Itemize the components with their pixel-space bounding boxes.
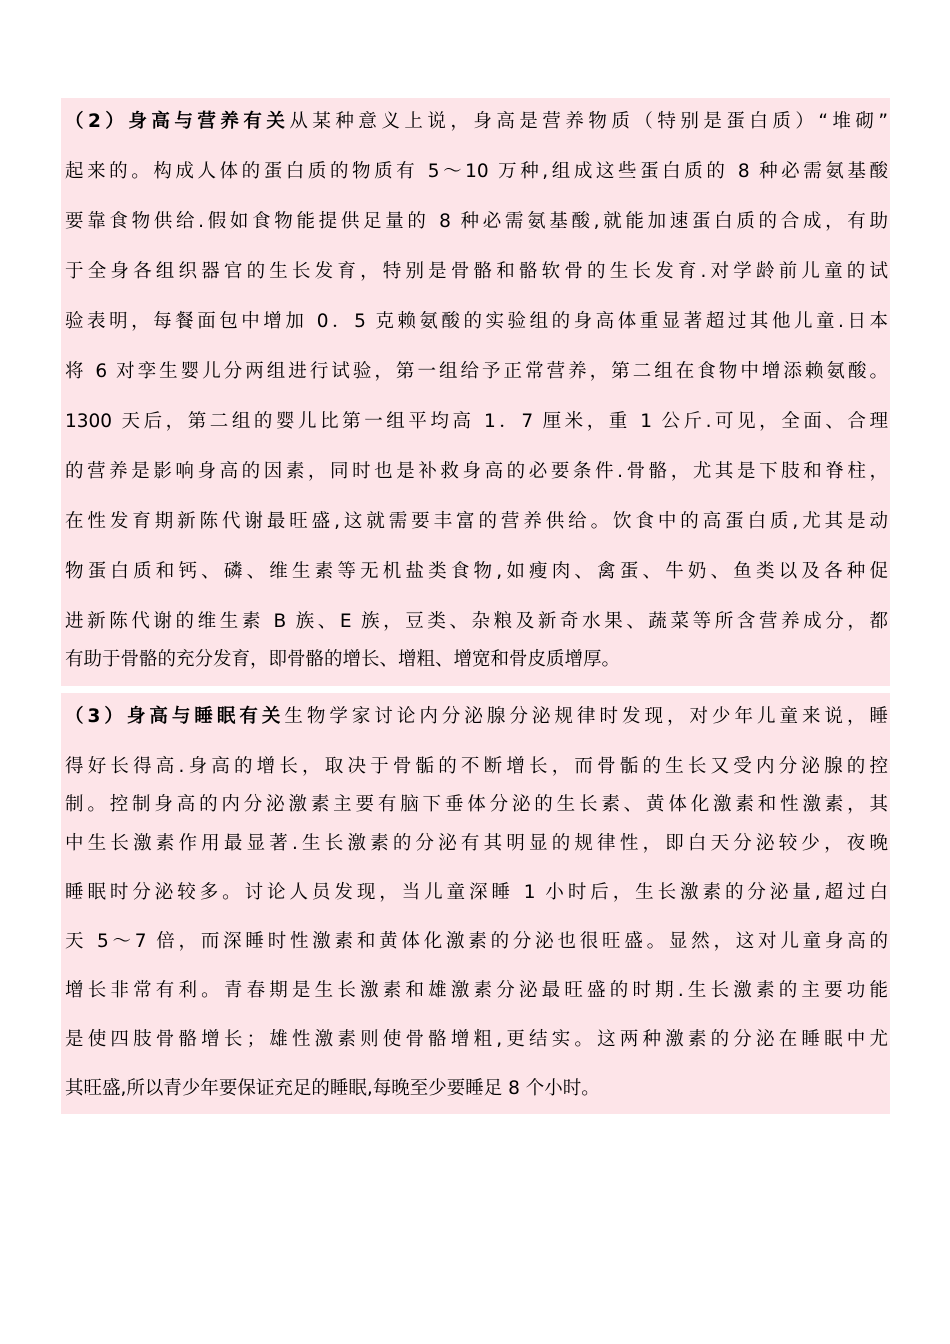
section-sleep [61,693,890,1114]
paragraph-line: 验表明，每餐面包中增加 0．5 克赖氨酸的实验组的身高体重显著超过其他儿童.日本 [65,311,888,332]
paragraph-line: 增长非常有利。青春期是生长激素和雄激素分泌最旺盛的时期.生长激素的主要功能 [65,980,888,1001]
paragraph-line: 将 6 对孪生婴儿分两组进行试验，第一组给予正常营养，第二组在食物中增添赖氨酸。 [65,361,888,382]
paragraph-line: 睡眠时分泌较多。讨论人员发现，当儿童深睡 1 小时后，生长激素的分泌量,超过白 [65,882,888,903]
paragraph-line: 于全身各组织器官的生长发育，特别是骨骼和骼软骨的生长发育.对学龄前儿童的试 [65,261,888,282]
paragraph-line: 天 5～7 倍，而深睡时性激素和黄体化激素的分泌也很旺盛。显然，这对儿童身高的 [65,931,888,952]
paragraph-text: 生物学家讨论内分泌腺分泌规律时发现，对少年儿童来说，睡 [284,706,888,727]
paragraph-line: 的营养是影响身高的因素，同时也是补救身高的必要条件.骨骼，尤其是下肢和脊柱， [65,461,888,482]
paragraph-line: 中生长激素作用最显著.生长激素的分泌有其明显的规律性，即白天分泌较少，夜晚 [65,833,888,854]
paragraph-line: 1300 天后，第二组的婴儿比第一组平均高 1．7 厘米，重 1 公斤.可见，全面、合理 [65,411,888,432]
section-sleep-line-1 [65,704,888,730]
paragraph-line: 起来的。构成人体的蛋白质的物质有 5～10 万种,组成这些蛋白质的 8 种必需氨基酸 [65,161,888,182]
section-nutrition-heading: （2）身高与营养有关 [65,111,290,132]
paragraph-line: 物蛋白质和钙、磷、维生素等无机盐类食物,如瘦肉、禽蛋、牛奶、鱼类以及各种促 [65,561,888,582]
paragraph-line: 是使四肢骨骼增长；雄性激素则使骨骼增粗,更结实。这两种激素的分泌在睡眠中尤 [65,1029,888,1050]
paragraph-line: 要靠食物供给.假如食物能提供足量的 8 种必需氨基酸,就能加速蛋白质的合成，有助 [65,211,888,232]
section-sleep-heading: （3）身高与睡眠有关 [65,706,285,727]
paragraph-line: 在性发育期新陈代谢最旺盛,这就需要丰富的营养供给。饮食中的高蛋白质,尤其是动 [65,511,888,532]
paragraph-line: 进新陈代谢的维生素 B 族、E 族，豆类、杂粮及新奇水果、蔬菜等所含营养成分，都 [65,611,888,632]
section-nutrition-line-1 [65,109,888,135]
section-nutrition [61,98,890,686]
paragraph-line-last: 其旺盛,所以青少年要保证充足的睡眠,每晚至少要睡足 8 个小时。 [65,1078,600,1099]
paragraph-line: 制。控制身高的内分泌激素主要有脑下垂体分泌的生长素、黄体化激素和性激素，其 [65,794,888,815]
paragraph-line-last: 有助于骨骼的充分发育，即骨骼的增长、增粗、增宽和骨皮质增厚。 [65,649,621,670]
paragraph-text: 从某种意义上说，身高是营养物质（特别是蛋白质）“堆砌” [289,111,888,132]
paragraph-line: 得好长得高.身高的增长，取决于骨骺的不断增长，而骨骺的生长又受内分泌腺的控 [65,756,888,777]
